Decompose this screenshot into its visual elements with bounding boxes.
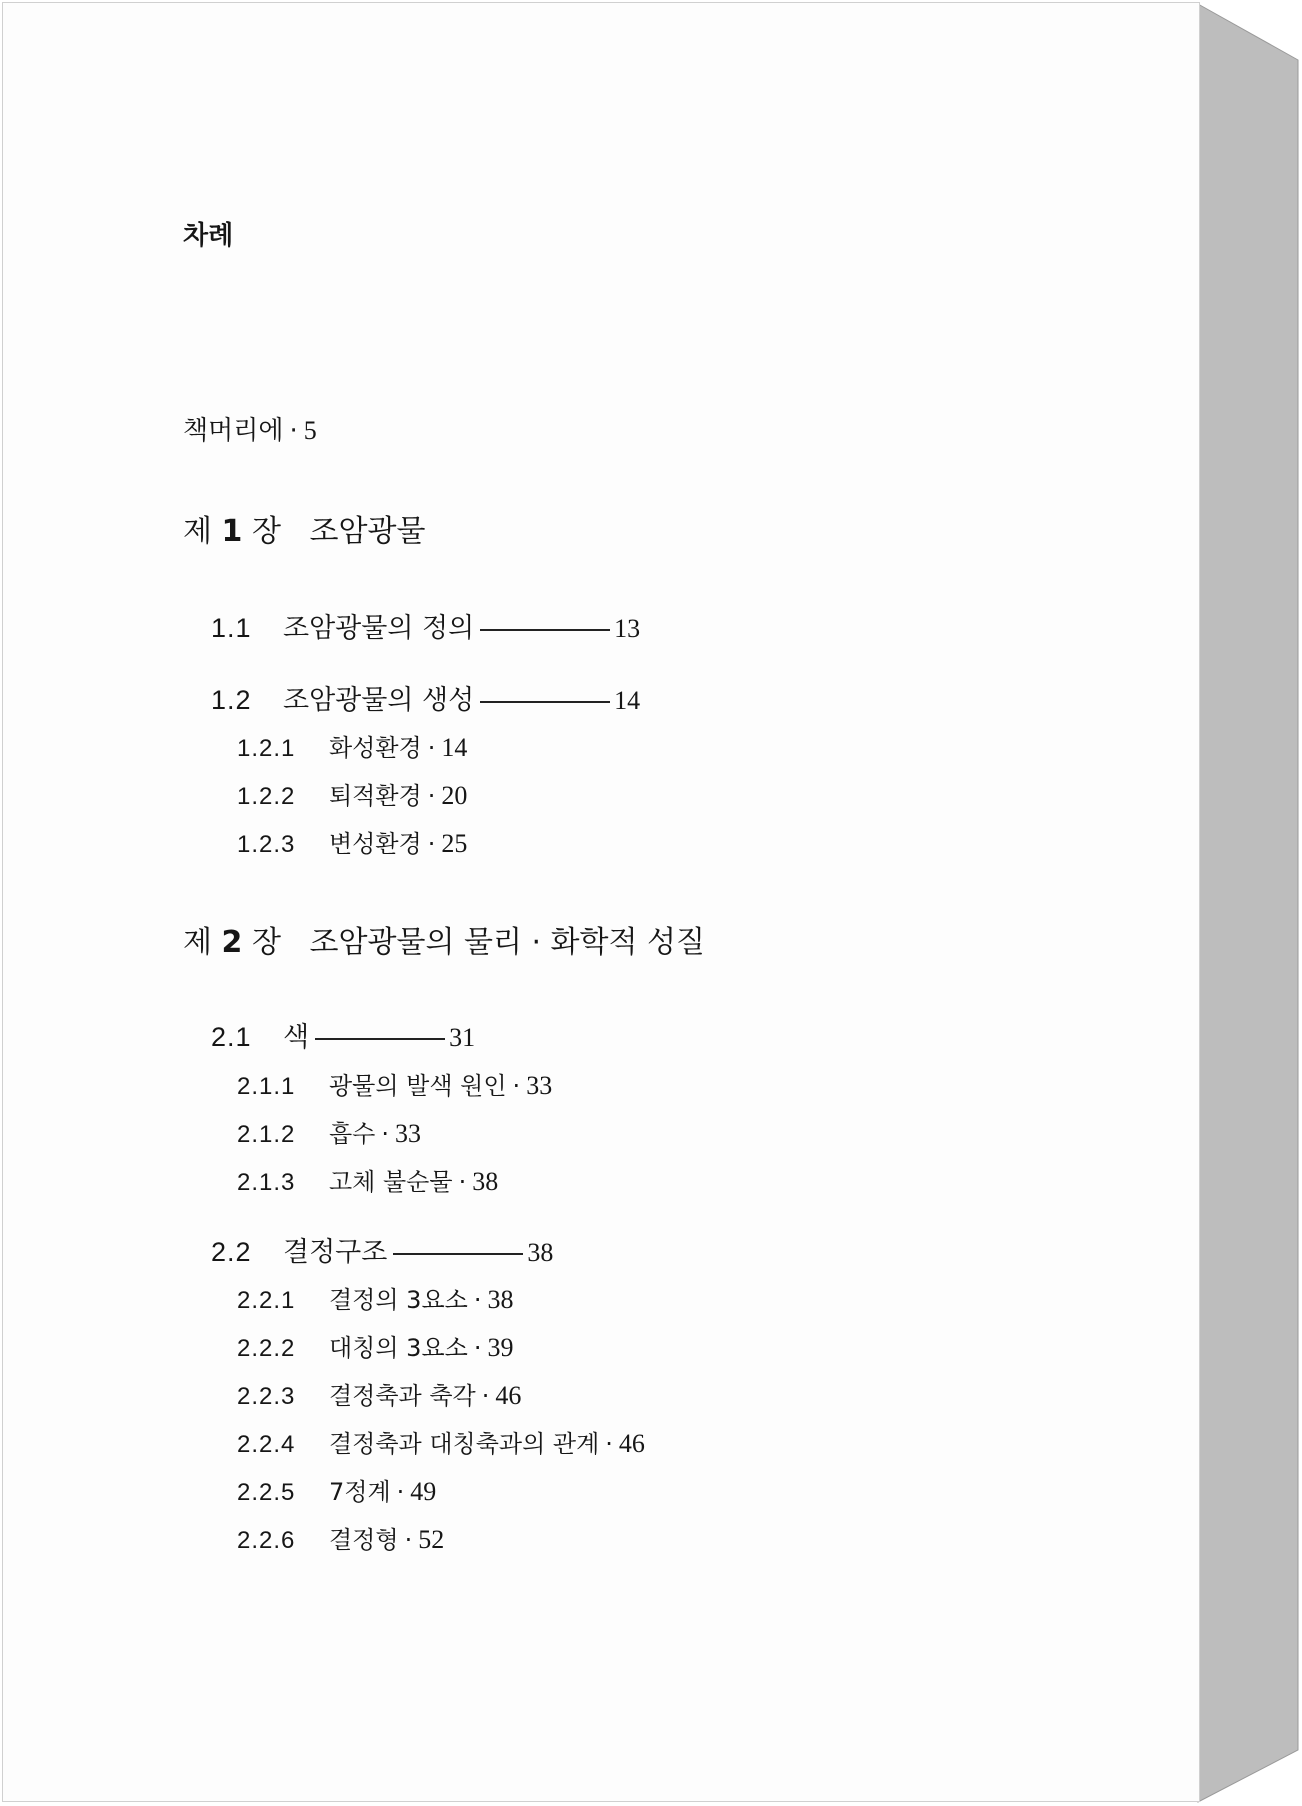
chapter-suffix: 장 xyxy=(251,925,281,960)
subsection-1-2-1[interactable]: 1.2.1 화성환경 · 14 xyxy=(237,733,468,762)
page-number: 20 xyxy=(441,781,468,810)
toc-title: 차례 xyxy=(183,221,234,251)
subsection-2-1-1[interactable]: 2.1.1 광물의 발색 원인 · 33 xyxy=(237,1071,553,1100)
section-title: 결정구조 xyxy=(283,1237,388,1268)
chapter-title: 조암광물의 물리 · 화학적 성질 xyxy=(309,925,705,960)
page-number: 52 xyxy=(418,1525,445,1554)
subsection-title: 결정형 xyxy=(329,1526,399,1554)
leader-line xyxy=(480,701,610,703)
preface-label: 책머리에 xyxy=(183,416,284,446)
leader-line xyxy=(393,1253,523,1255)
section-2-1[interactable] xyxy=(211,1024,475,1051)
subsection-2-2-6[interactable]: 2.2.6 결정형 · 52 xyxy=(237,1525,445,1554)
subsection-number: 2.1.3 xyxy=(237,1169,296,1196)
section-number: 1.2 xyxy=(211,685,252,715)
subsection-title: 7정계 xyxy=(329,1478,391,1506)
subsection-number: 2.2.4 xyxy=(237,1431,296,1458)
page-number: 38 xyxy=(472,1167,499,1196)
page-number: 49 xyxy=(410,1477,437,1506)
subsection-title: 결정축과 대칭축과의 관계 xyxy=(329,1430,600,1458)
subsection-2-1-2[interactable]: 2.1.2 흡수 · 33 xyxy=(237,1119,422,1148)
page-number: 38 xyxy=(527,1238,554,1267)
subsection-number: 1.2.2 xyxy=(237,783,296,810)
section-title: 조암광물의 생성 xyxy=(283,685,475,716)
subsection-number: 2.1.1 xyxy=(237,1073,296,1100)
subsection-2-2-2[interactable]: 2.2.2 대칭의 3요소 · 39 xyxy=(237,1333,514,1362)
subsection-2-2-3[interactable]: 2.2.3 결정축과 축각 · 46 xyxy=(237,1381,522,1410)
subsection-number: 2.2.6 xyxy=(237,1527,296,1554)
page-number: 39 xyxy=(487,1333,514,1362)
subsection-title: 퇴적환경 xyxy=(329,782,422,810)
subsection-title: 고체 불순물 xyxy=(329,1168,453,1196)
page-number: 33 xyxy=(395,1119,422,1148)
subsection-number: 1.2.1 xyxy=(237,735,296,762)
page-number: 14 xyxy=(441,733,468,762)
chapter-prefix: 제 xyxy=(183,514,212,549)
subsection-2-2-1[interactable]: 2.2.1 결정의 3요소 · 38 xyxy=(237,1285,514,1314)
leader-line xyxy=(315,1038,445,1040)
page-number: 46 xyxy=(618,1429,645,1458)
section-number: 2.2 xyxy=(211,1237,252,1267)
preface-entry[interactable]: 책머리에 · 5 xyxy=(183,416,317,446)
toc-page xyxy=(2,2,1200,1802)
subsection-title: 화성환경 xyxy=(329,734,422,762)
chapter-title: 조암광물 xyxy=(309,514,426,549)
section-number: 2.1 xyxy=(211,1022,252,1052)
subsection-number: 2.2.2 xyxy=(237,1335,296,1362)
subsection-number: 2.2.1 xyxy=(237,1287,296,1314)
chapter-number: 2 xyxy=(221,925,243,960)
section-1-1[interactable] xyxy=(211,615,640,642)
page-number: 38 xyxy=(487,1285,514,1314)
subsection-title: 광물의 발색 원인 xyxy=(329,1072,507,1100)
page-number: 25 xyxy=(441,829,468,858)
subsection-number: 1.2.3 xyxy=(237,831,296,858)
subsection-2-2-4[interactable]: 2.2.4 결정축과 대칭축과의 관계 · 46 xyxy=(237,1429,645,1458)
chapter-prefix: 제 xyxy=(183,925,212,960)
page-number: 33 xyxy=(526,1071,553,1100)
section-2-2[interactable] xyxy=(211,1239,553,1266)
page-number: 46 xyxy=(495,1381,522,1410)
subsection-number: 2.1.2 xyxy=(237,1121,296,1148)
subsection-title: 결정의 3요소 xyxy=(329,1286,468,1314)
subsection-title: 대칭의 3요소 xyxy=(329,1334,468,1362)
subsection-title: 결정축과 축각 xyxy=(329,1382,476,1410)
page-number: 13 xyxy=(614,614,641,643)
chapter-suffix: 장 xyxy=(251,514,281,549)
page-number: 5 xyxy=(303,416,317,445)
chapter-number: 1 xyxy=(221,514,243,549)
leader-line xyxy=(480,629,610,631)
chapter-1-heading[interactable] xyxy=(183,514,426,549)
page-number: 14 xyxy=(614,686,641,715)
chapter-2-heading[interactable] xyxy=(183,925,705,960)
subsection-number: 2.2.3 xyxy=(237,1383,296,1410)
subsection-1-2-2[interactable]: 1.2.2 퇴적환경 · 20 xyxy=(237,781,468,810)
subsection-title: 흡수 xyxy=(329,1120,376,1148)
section-number: 1.1 xyxy=(211,613,252,643)
subsection-1-2-3[interactable]: 1.2.3 변성환경 · 25 xyxy=(237,829,468,858)
subsection-number: 2.2.5 xyxy=(237,1479,296,1506)
page-number: 31 xyxy=(449,1023,476,1052)
section-title: 조암광물의 정의 xyxy=(283,613,475,644)
subsection-title: 변성환경 xyxy=(329,830,422,858)
section-title: 색 xyxy=(283,1022,310,1053)
subsection-2-2-5[interactable]: 2.2.5 7정계 · 49 xyxy=(237,1477,437,1506)
section-1-2[interactable] xyxy=(211,687,640,714)
subsection-2-1-3[interactable]: 2.1.3 고체 불순물 · 38 xyxy=(237,1167,499,1196)
